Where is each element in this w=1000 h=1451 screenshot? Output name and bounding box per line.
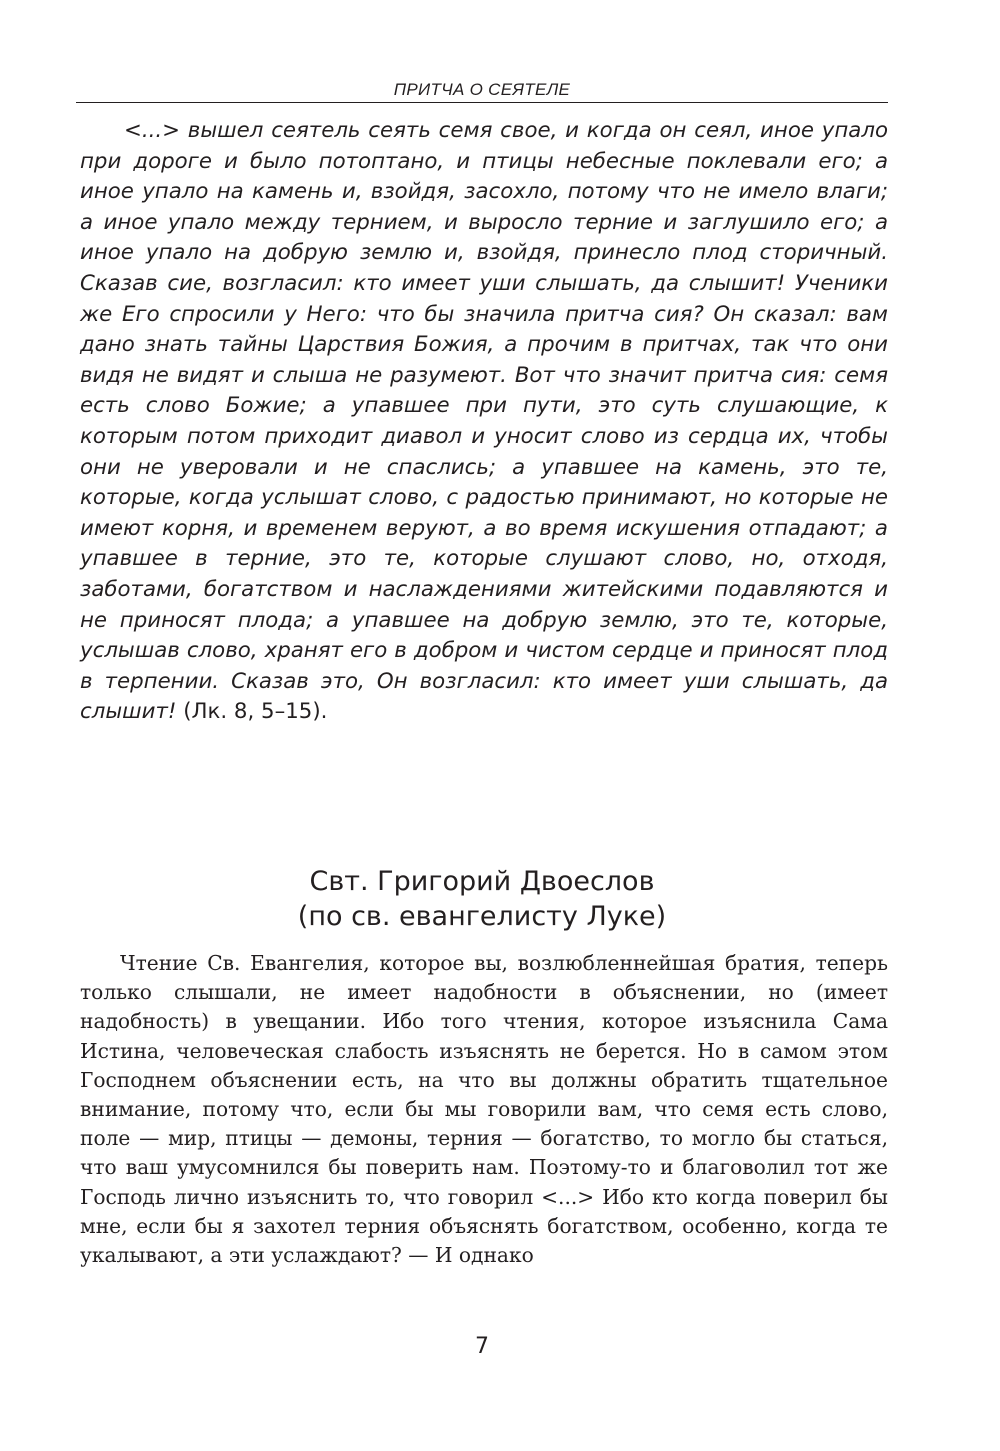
- gospel-quote: [80, 116, 888, 728]
- page-number: 7: [475, 1334, 489, 1359]
- section-title: [76, 864, 888, 934]
- running-head: ПРИТЧА О СЕЯТЕЛЕ: [393, 80, 571, 99]
- header-rule: [76, 102, 888, 103]
- section-title-author: Свт. Григорий Двоеслов: [309, 866, 655, 897]
- commentary-paragraph: Чтение Св. Евангелия, которое вы, возлюбленнейшая братия, теперь только слышали, не имеет надобности в объяснении, но (имеет надобность) в увещании. Ибо того чтения, которое изъяснила Сама Истина, человеческая слабость изъяснять не берется. Но в самом этом Господнем объяснении есть, на что вы должны обратить тщательное внимание, потому что, если бы мы говорили вам, что семя есть слово, поле — мир, птицы — демоны, терния — богатство, то могло бы статься, что ваш умусомнился бы поверить нам. Поэтому-то и благоволил тот же Господь лично изъяснить то, что говорил <...> Ибо кто когда поверил бы мне, если бы я захотел терния объяснять богатством, особенно, когда те укалывают, а эти услаждают? — И однако: [80, 951, 888, 1268]
- gospel-quote-text: <...> вышел сеятель сеять семя свое, и когда он сеял, иное упало при дороге и было потоптано, и птицы небесные поклевали его; а иное упало на камень и, взойдя, засохло, потому что не имело влаги; а иное упало между тернием, и выросло терние и заглушило его; а иное упало на добрую землю и, взойдя, принесло плод сторичный. Сказав сие, возгласил: кто имеет уши слышать, да слышит! Ученики же Его спросили у Него: что бы значила притча сия? Он сказал: вам дано знать тайны Царствия Божия, а прочим в притчах, так что они видя не видят и слыша не разумеют. Вот что значит притча сия: семя есть слово Божие; а упавшее при пути, это суть слушающие, к которым потом приходит диавол и уносит слово из сердца их, чтобы они не уверовали и не спаслись; а упавшее на камень, это те, которые, когда услышат слово, с радостью принимают, но которые не имеют корня, и временем веруют, а во время искушения отпадают; а упавшее в терние, это те, которые слушают слово, но, отходя, заботами, богатством и наслаждениями житейскими подавляются и не приносят плода; а упавшее на добрую землю, это те, которые, услышав слово, хранят его в добром и чистом сердце и приносят плод в терпении. Сказав это, Он возгласил: кто имеет уши слышать, да слышит!: [80, 118, 888, 725]
- section-title-subtitle: (по св. евангелисту Луке): [297, 901, 667, 932]
- scripture-reference: (Лк. 8, 5–15).: [183, 699, 328, 725]
